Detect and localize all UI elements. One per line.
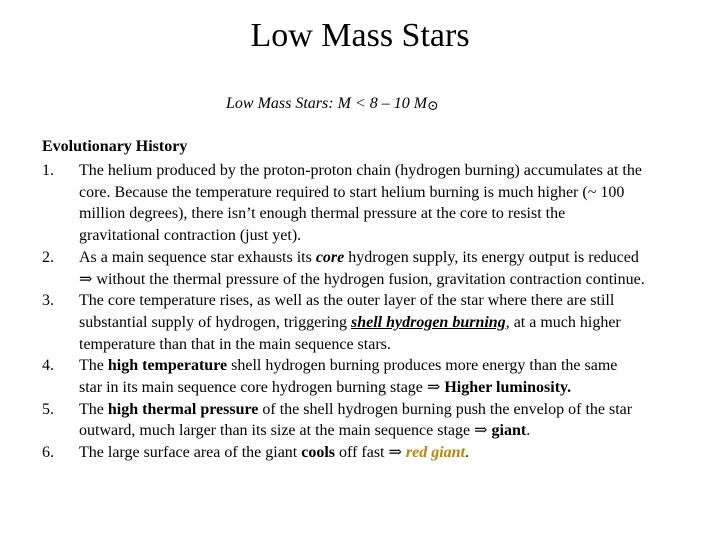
- item-line: million degrees), there isn’t enough thermal pressure at the core to resist the: [79, 205, 566, 223]
- item-text: , at a much higher: [505, 313, 621, 331]
- item-text: star in its main sequence core hydrogen burning stage: [79, 379, 427, 397]
- list-item: [42, 442, 718, 464]
- item-number: 3.: [42, 292, 54, 310]
- item-line: [79, 269, 718, 291]
- item-line: [79, 399, 718, 421]
- emphasis-higher-luminosity: Higher luminosity.: [444, 379, 572, 397]
- implies-arrow: ⇒: [474, 422, 488, 440]
- item-text: off fast: [335, 444, 389, 462]
- emphasis-thermal-pressure: high thermal pressure: [107, 400, 259, 418]
- emphasis-high-temperature: high temperature: [107, 357, 228, 375]
- item-line: [79, 377, 718, 399]
- item-text: shell hydrogen burning produces more energy than the same: [227, 357, 618, 375]
- section-heading: Evolutionary History: [42, 138, 188, 155]
- item-number: 5.: [42, 400, 54, 418]
- item-line: [79, 420, 718, 442]
- list-item: [42, 160, 718, 247]
- item-text: The large surface area of the giant: [79, 444, 302, 462]
- item-text: of the shell hydrogen burning push the envelop of the star: [258, 400, 633, 418]
- list-item: [42, 290, 718, 355]
- item-number: 4.: [42, 357, 54, 375]
- implies-arrow: ⇒: [79, 270, 93, 288]
- sun-symbol: ⊙: [427, 99, 439, 114]
- emphasis-core: core: [315, 248, 345, 266]
- item-text: .: [465, 444, 470, 462]
- item-text: .: [526, 422, 531, 440]
- list-item: [42, 247, 718, 290]
- item-text: The: [79, 357, 108, 375]
- item-line: The helium produced by the proton-proton chain (hydrogen burning) accumulates at the: [79, 162, 642, 179]
- item-text: As a main sequence star exhausts its: [79, 248, 316, 266]
- item-line: [79, 312, 718, 334]
- item-line: [79, 247, 718, 269]
- subtitle-text: Low Mass Stars: M < 8 – 10 M: [226, 95, 428, 112]
- emphasis-cools: cools: [301, 444, 336, 462]
- emphasis-red-giant: red giant: [405, 444, 466, 462]
- list-item: [42, 355, 718, 398]
- item-text: The: [79, 400, 108, 418]
- item-text: without the thermal pressure of the hydrogen fusion, gravitation contraction continue.: [92, 270, 645, 288]
- item-line: gravitational contraction (just yet).: [79, 227, 302, 245]
- item-line: [79, 355, 718, 377]
- implies-arrow: ⇒: [426, 379, 441, 397]
- item-text: substantial supply of hydrogen, triggering: [79, 313, 351, 331]
- item-number: 2.: [42, 248, 54, 266]
- item-number: 1.: [42, 162, 54, 179]
- evolution-list: [42, 160, 718, 464]
- item-text: hydrogen supply, its energy output is reduced: [344, 248, 639, 266]
- item-text: outward, much larger than its size at the main sequence stage: [79, 422, 475, 440]
- emphasis-shell-burning: shell hydrogen burning: [350, 313, 506, 331]
- item-number: 6.: [42, 444, 54, 462]
- list-item: [42, 399, 718, 442]
- page-title: Low Mass Stars: [250, 17, 470, 54]
- emphasis-giant: giant: [491, 422, 527, 440]
- item-line: temperature than that in the main sequence stars.: [79, 335, 391, 353]
- item-line: core. Because the temperature required to start helium burning is much higher (~ 100: [79, 183, 625, 201]
- item-line: The core temperature rises, as well as the outer layer of the star where there are still: [79, 292, 615, 310]
- item-line: [79, 442, 718, 464]
- implies-arrow: ⇒: [388, 444, 402, 462]
- subtitle: [226, 95, 439, 115]
